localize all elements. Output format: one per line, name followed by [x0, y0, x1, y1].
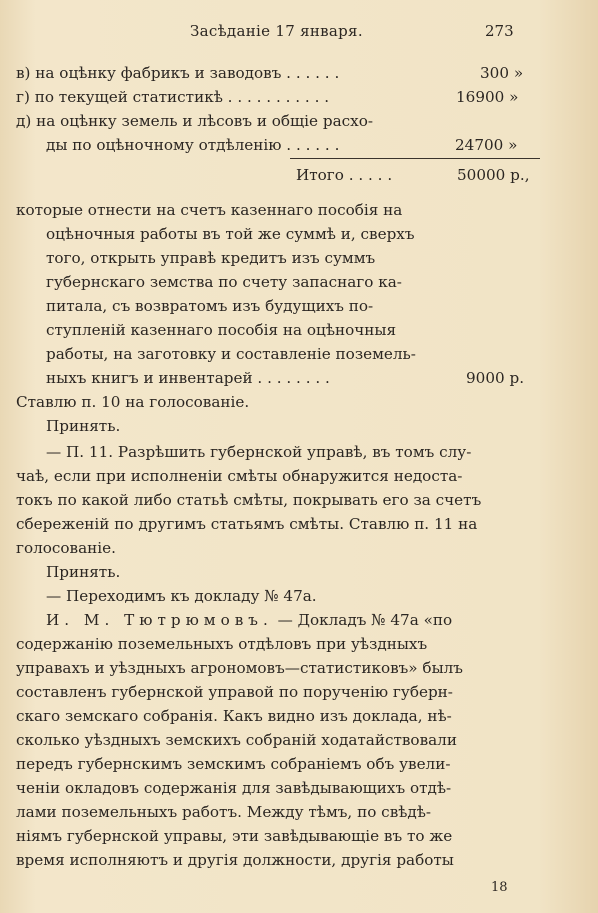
page-number: 273	[485, 22, 514, 40]
para3-line-5: сколько уѣздныхъ земскихъ собраній ходатайствовали	[16, 731, 457, 749]
total-rule	[290, 158, 540, 159]
item-v-amount: 300 »	[480, 64, 524, 82]
para1-line-3: того, открыть управѣ кредитъ изъ суммъ	[46, 249, 376, 267]
item-d: д) на оцѣнку земель и лѣсовъ и общіе расхо-	[16, 112, 373, 130]
para1-line-2: оцѣночныя работы въ той же суммѣ и, сверхъ	[46, 225, 415, 243]
para3-first: — Докладъ № 47а «по	[277, 611, 453, 629]
para3-line-8: лами поземельныхъ работъ. Между тѣмъ, по свѣдѣ-	[16, 803, 432, 821]
running-title: Засѣданіе 17 января.	[190, 22, 363, 40]
total-amount: 50000 р.,	[457, 166, 530, 184]
para3-line-1: содержанію поземельныхъ отдѣловъ при уѣздныхъ	[16, 635, 428, 653]
vote-p10: Ставлю п. 10 на голосованіе.	[16, 393, 250, 411]
para2-line-2: чаѣ, если при исполненіи смѣты обнаружится недоста-	[16, 467, 463, 485]
item-d-amount: 24700 »	[455, 136, 518, 154]
para1-line-6: ступленій казеннаго пособія на оцѣночныя	[46, 321, 397, 339]
para3-line-9: ніямъ губернской управы, эти завѣдывающіе въ то же	[16, 827, 453, 845]
accepted-1: Принять.	[46, 417, 121, 435]
item-g: г) по текущей статистикѣ . . . . . . . . . . .	[16, 88, 330, 106]
para2-line-3: токъ по какой либо статьѣ смѣты, покрывать его за счетъ	[16, 491, 482, 509]
para2-line-4: сбереженій по другимъ статьямъ смѣты. Ставлю п. 11 на	[16, 515, 478, 533]
para2-line-5: голосованіе.	[16, 539, 116, 557]
para1-amount: 9000 р.	[466, 369, 525, 387]
accepted-2: Принять.	[46, 563, 121, 581]
para3-line-2: управахъ и уѣздныхъ агрономовъ—статистиковъ» былъ	[16, 659, 463, 677]
speaker-line	[46, 609, 452, 631]
para3-line-7: ченіи окладовъ содержанія для завѣдывающихъ отдѣ-	[16, 779, 452, 797]
para3-line-4: скаго земскаго собранія. Какъ видно изъ доклада, нѣ-	[16, 707, 452, 725]
para2-line-1: — П. 11. Разрѣшить губернской управѣ, въ томъ слу-	[46, 443, 472, 461]
next-report: — Переходимъ къ докладу № 47а.	[46, 587, 317, 605]
para1-line-7: работы, на заготовку и составленіе поземель-	[46, 345, 416, 363]
para1-line-1: которые отнести на счетъ казеннаго пособія на	[16, 201, 403, 219]
signature-mark: 18	[491, 880, 508, 895]
page-header	[0, 22, 598, 44]
speaker-name: И. М. Тютрюмовъ.	[46, 611, 273, 629]
para3-line-10: время исполняютъ и другія должности, другія работы	[16, 851, 454, 869]
para3-line-6: передъ губернскимъ земскимъ собраніемъ объ увели-	[16, 755, 451, 773]
para3-line-3: составленъ губернской управой по порученію губерн-	[16, 683, 453, 701]
item-g-amount: 16900 »	[456, 88, 519, 106]
para1-line-8: ныхъ книгъ и инвентарей . . . . . . . .	[46, 369, 330, 387]
item-d-cont: ды по оцѣночному отдѣленію . . . . . .	[46, 136, 340, 154]
para1-line-5: питала, съ возвратомъ изъ будущихъ по-	[46, 297, 374, 315]
total-label: Итого . . . . .	[296, 166, 393, 184]
para1-line-4: губернскаго земства по счету запаснаго ка-	[46, 273, 402, 291]
item-v: в) на оцѣнку фабрикъ и заводовъ . . . . . .	[16, 64, 340, 82]
